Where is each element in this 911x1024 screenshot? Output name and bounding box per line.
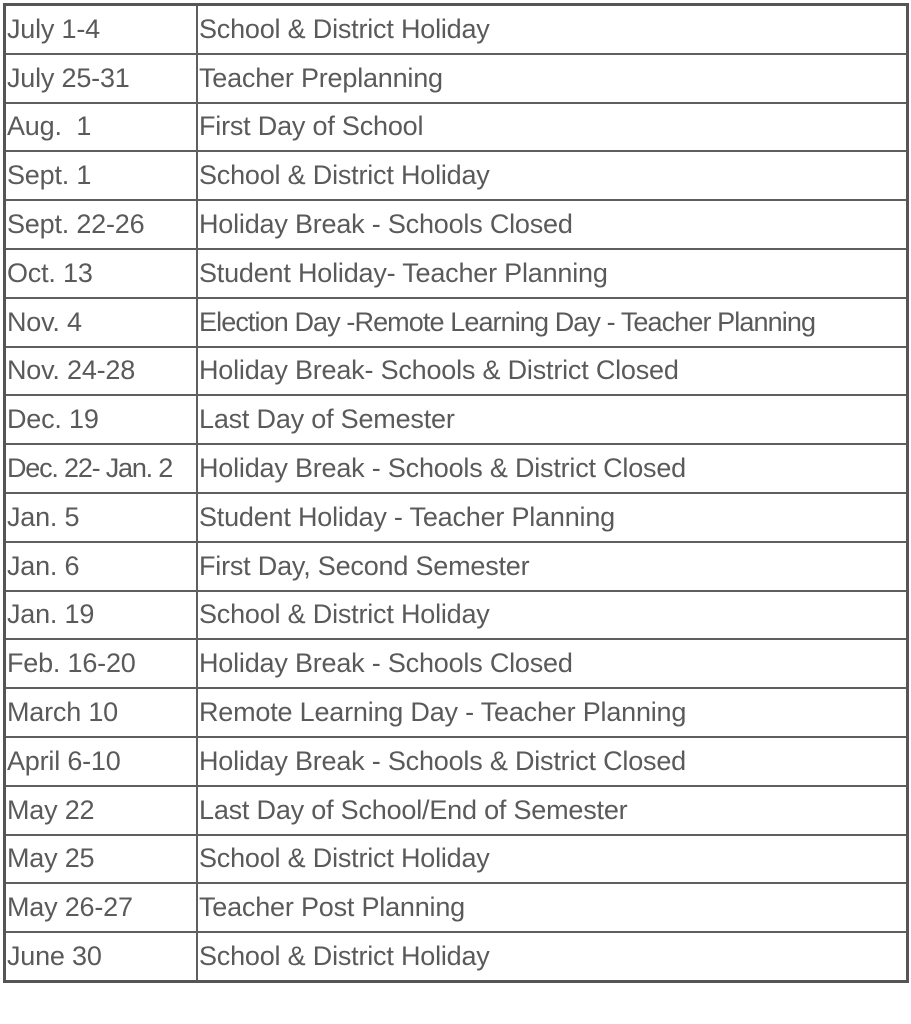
event-cell: School & District Holiday [197, 5, 908, 54]
date-cell: Jan. 6 [5, 542, 198, 591]
event-cell: Last Day of Semester [197, 395, 908, 444]
table-row [5, 786, 908, 835]
event-cell: Teacher Post Planning [197, 883, 908, 932]
event-cell: First Day, Second Semester [197, 542, 908, 591]
date-cell: Dec. 22- Jan. 2 [5, 444, 198, 493]
table-row [5, 883, 908, 932]
event-cell: Remote Learning Day - Teacher Planning [197, 688, 908, 737]
calendar-body [5, 5, 908, 982]
date-cell: Dec. 19 [5, 395, 198, 444]
table-row [5, 932, 908, 981]
date-cell: June 30 [5, 932, 198, 981]
table-row [5, 103, 908, 152]
table-row [5, 54, 908, 103]
event-cell: Holiday Break - Schools Closed [197, 639, 908, 688]
table-row [5, 249, 908, 298]
date-cell: Sept. 1 [5, 151, 198, 200]
table-row [5, 347, 908, 396]
table-row [5, 688, 908, 737]
event-cell: Last Day of School/End of Semester [197, 786, 908, 835]
school-calendar-table [3, 3, 909, 983]
table-row [5, 151, 908, 200]
table-row [5, 444, 908, 493]
table-row [5, 5, 908, 54]
event-cell: First Day of School [197, 103, 908, 152]
date-cell: July 25-31 [5, 54, 198, 103]
table-row [5, 639, 908, 688]
event-cell: Holiday Break - Schools & District Closed [197, 737, 908, 786]
event-cell: Holiday Break- Schools & District Closed [197, 347, 908, 396]
table-row [5, 200, 908, 249]
date-cell: Jan. 5 [5, 493, 198, 542]
event-cell: Election Day -Remote Learning Day - Teacher Planning [197, 298, 908, 347]
event-cell: School & District Holiday [197, 835, 908, 884]
table-row [5, 542, 908, 591]
date-cell: Jan. 19 [5, 591, 198, 640]
event-cell: School & District Holiday [197, 591, 908, 640]
date-cell: May 25 [5, 835, 198, 884]
date-cell: Nov. 24-28 [5, 347, 198, 396]
date-cell: May 22 [5, 786, 198, 835]
date-cell: Sept. 22-26 [5, 200, 198, 249]
table-row [5, 737, 908, 786]
table-row [5, 395, 908, 444]
event-cell: Holiday Break - Schools & District Closed [197, 444, 908, 493]
table-row [5, 493, 908, 542]
date-cell: Oct. 13 [5, 249, 198, 298]
table-row [5, 591, 908, 640]
date-cell: Aug. 1 [5, 103, 198, 152]
date-cell: Feb. 16-20 [5, 639, 198, 688]
date-cell: April 6-10 [5, 737, 198, 786]
date-cell: July 1-4 [5, 5, 198, 54]
event-cell: School & District Holiday [197, 932, 908, 981]
event-cell: Holiday Break - Schools Closed [197, 200, 908, 249]
table-row [5, 835, 908, 884]
date-cell: Nov. 4 [5, 298, 198, 347]
table-row [5, 298, 908, 347]
event-cell: School & District Holiday [197, 151, 908, 200]
event-cell: Teacher Preplanning [197, 54, 908, 103]
date-cell: May 26-27 [5, 883, 198, 932]
date-cell: March 10 [5, 688, 198, 737]
event-cell: Student Holiday - Teacher Planning [197, 493, 908, 542]
event-cell: Student Holiday- Teacher Planning [197, 249, 908, 298]
